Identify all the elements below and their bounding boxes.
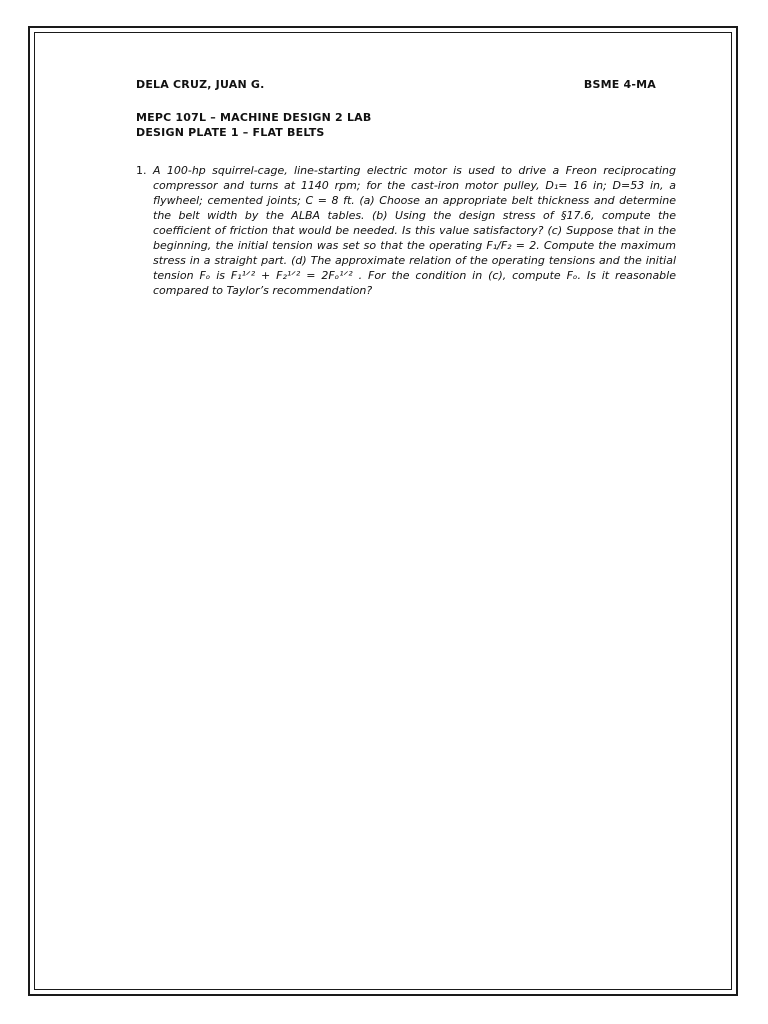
- course-title: MEPC 107L – MACHINE DESIGN 2 LAB: [136, 111, 372, 124]
- problem-text: A 100-hp squirrel-cage, line-starting electric motor is used to drive a Freon reciprocating compressor and turns at 1140 rpm; for the cast-iron motor pulley, D₁= 16 in; D=53 in, a flywheel; cemented joints; C = 8 ft. (a) Choose an appropriate belt thickness and determine the belt width by the ALBA tables. (b) Using the design stress of §17.6, compute the coefficient of friction that would be needed. Is this value satisfactory? (c) Suppose that in the beginning, the initial tension was set so that the operating F₁/F₂ = 2. Compute the maximum stress in a straight part. (d) The approximate relation of the operating tensions and the initial tension Fₒ is F₁¹ᐟ² + F₂¹ᐟ² = 2Fₒ¹ᐟ² . For the condition in (c), compute Fₒ. Is it reasonable compared to Taylor’s recommendation?: [153, 164, 676, 297]
- section-code: BSME 4-MA: [583, 78, 656, 91]
- document-content: [136, 78, 676, 298]
- course-title-block: [136, 110, 676, 140]
- problem-number: 1.: [136, 164, 147, 177]
- problem-item: [136, 163, 676, 298]
- plate-title: DESIGN PLATE 1 – FLAT BELTS: [136, 126, 325, 139]
- student-name: DELA CRUZ, JUAN G.: [136, 78, 265, 91]
- header-row: [136, 78, 676, 94]
